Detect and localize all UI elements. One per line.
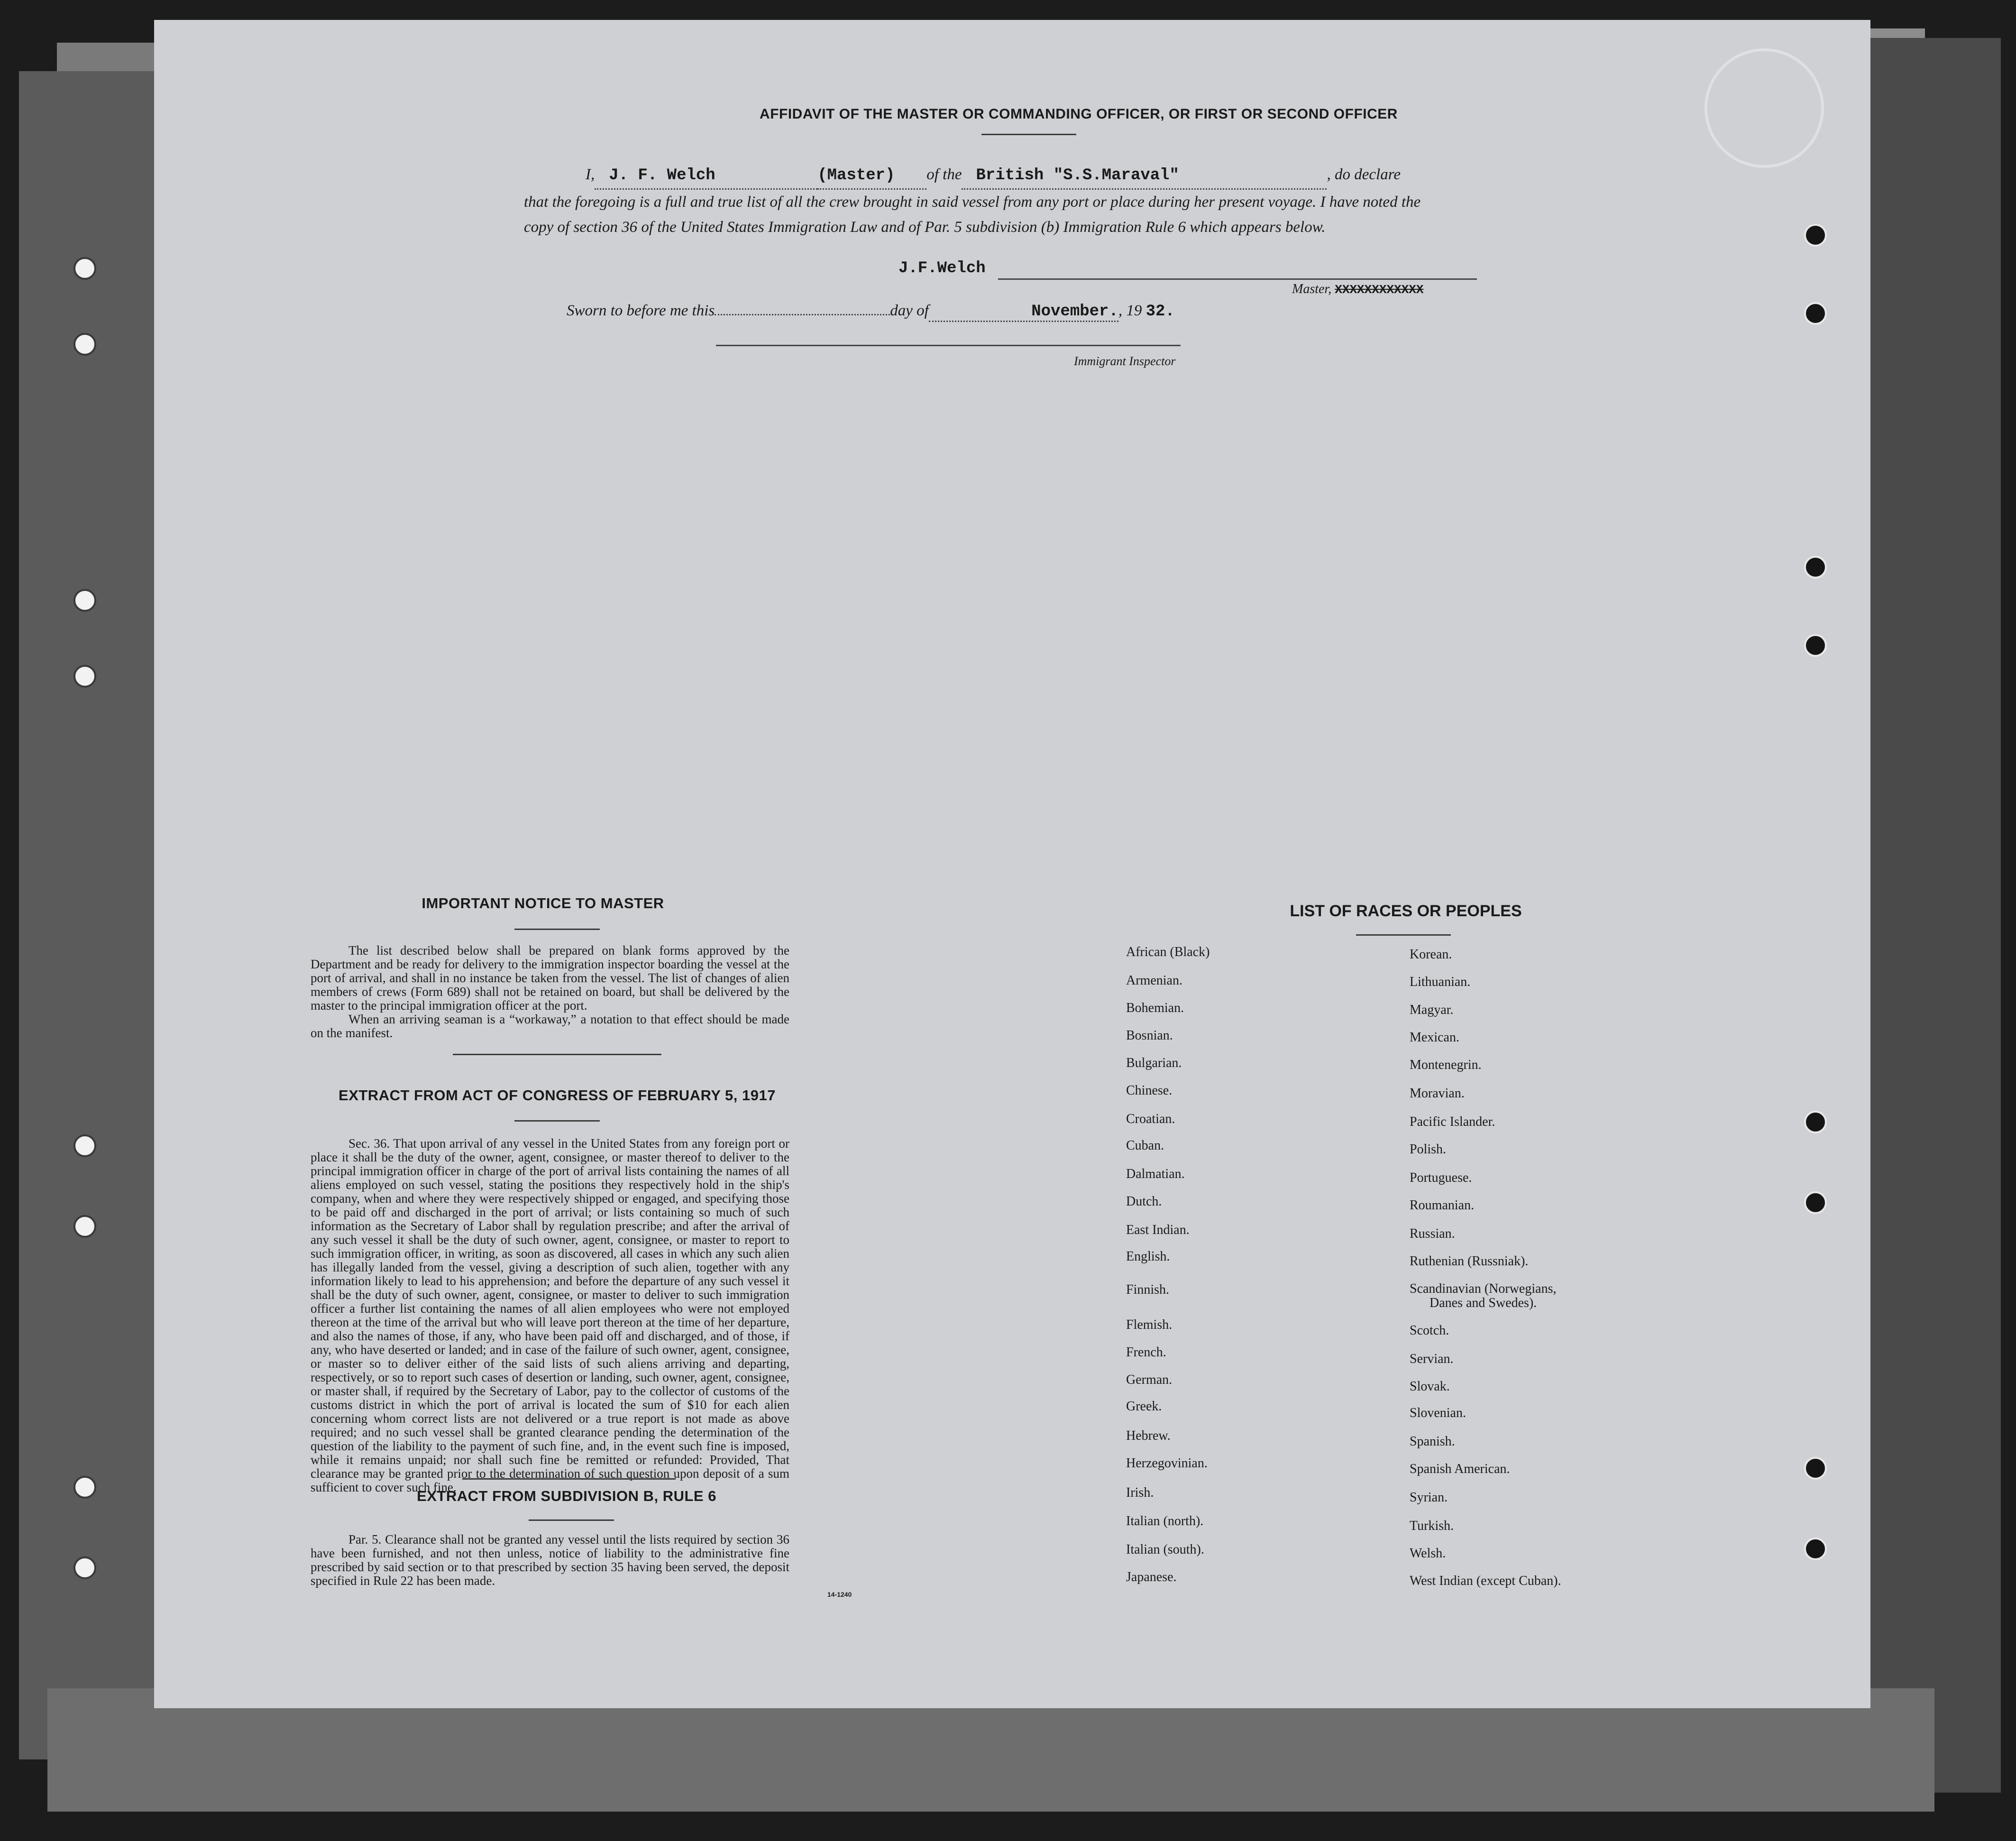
binder-hole [73,1556,96,1579]
race-item: Portuguese. [1410,1170,1472,1185]
of-the-label: of the [926,166,962,183]
struck-title: XXXXXXXXXXXX [1335,283,1424,297]
signature-line [998,278,1477,280]
sworn-line [567,302,1175,322]
race-item: East Indian. [1126,1223,1190,1237]
sworn-label: Sworn to before me this [567,302,715,319]
binder-hole [1804,1191,1827,1214]
divider [514,929,600,930]
affidavit-line-3: copy of section 36 of the United States Immigration Law and of Par. 5 subdivision (b) Immigration Rule 6 which appears below. [524,219,1326,236]
day-field [715,314,890,315]
binder-hole [1804,556,1827,579]
race-item: Welsh. [1410,1546,1446,1561]
race-item: Polish. [1410,1142,1447,1157]
binder-hole [1804,634,1827,657]
race-item: Dalmatian. [1126,1167,1185,1181]
race-item: Montenegrin. [1410,1058,1482,1072]
race-item: Lithuanian. [1410,975,1471,989]
binder-hole [73,1476,96,1499]
race-item: Herzegovinian. [1126,1456,1208,1471]
race-item: African (Black) [1126,945,1210,959]
notice-paragraph-1: The list described below shall be prepared on blank forms approved by the Department and be ready for delivery to the immigration inspector boarding the vessel at the port of arrival, and shall in no instance be taken from the vessel. The list of changes of alien members of crews (Form 689) shall not be retained on board, but shall be delivered by the master to the principal immigration officer at the port. [311,943,789,1013]
inspector-label: Immigrant Inspector [1074,354,1176,368]
notice-paragraph-2: When an arriving seaman is a “workaway,” a notation to that effect should be made on the manifest. [311,1012,789,1040]
race-item: Magyar. [1410,1003,1454,1017]
race-item: Spanish. [1410,1434,1455,1449]
race-item: Slovenian. [1410,1406,1466,1420]
race-item: Spanish American. [1410,1462,1510,1476]
race-item: Ruthenian (Russniak). [1410,1254,1529,1269]
race-item: Mexican. [1410,1030,1459,1045]
rule-extract-title: EXTRACT FROM SUBDIVISION B, RULE 6 [417,1488,716,1504]
officer-name: J. F. Welch [609,166,715,184]
race-item: Pacific Islander. [1410,1114,1495,1129]
sworn-year: 32. [1145,303,1175,321]
race-item: Roumanian. [1410,1198,1475,1213]
year-prefix: , 19 [1118,302,1142,319]
binder-hole [73,257,96,280]
race-item: West Indian (except Cuban). [1410,1574,1561,1588]
officer-rank: (Master) [817,166,895,184]
vessel-field [962,162,1327,190]
race-item: Moravian. [1410,1086,1465,1101]
master-label [1292,282,1423,297]
race-item: Slovak. [1410,1379,1450,1394]
affidavit-title: AFFIDAVIT OF THE MASTER OR COMMANDING OFFICER, OR FIRST OR SECOND OFFICER [760,106,1398,122]
race-item: Finnish. [1126,1282,1170,1297]
seal-stamp [1704,48,1824,168]
race-item: Italian (north). [1126,1514,1204,1528]
race-item: German. [1126,1372,1173,1387]
page-stack-left-back [19,71,161,1759]
affidavit-i-label: I, [586,166,595,183]
race-item: English. [1126,1249,1170,1264]
affidavit-line-1 [524,162,1619,190]
page-stack-right-back [1859,38,2001,1793]
day-of-label: day of [890,302,929,319]
binder-hole [73,665,96,688]
divider [453,1054,661,1055]
race-item: Syrian. [1410,1490,1448,1505]
binder-hole [1804,1457,1827,1480]
inspector-signature-line [716,345,1181,346]
officer-name-field [595,162,817,190]
divider [1356,934,1451,936]
race-item: Bulgarian. [1126,1056,1182,1070]
master-label-text: Master, [1292,282,1332,296]
race-item: Irish. [1126,1485,1154,1500]
race-item-continuation: Danes and Swedes). [1430,1296,1537,1310]
binder-hole [73,1215,96,1238]
race-item: Flemish. [1126,1317,1173,1332]
binder-hole [1804,1537,1827,1560]
notice-body [311,944,789,1040]
race-item: Bohemian. [1126,1001,1184,1015]
binder-hole [73,1134,96,1157]
race-item: Russian. [1410,1226,1455,1241]
divider [462,1478,676,1480]
race-item: Greek. [1126,1399,1162,1414]
binder-hole [1804,302,1827,325]
sworn-month: November. [1031,303,1118,321]
divider [514,1120,600,1122]
races-title: LIST OF RACES OR PEOPLES [1290,902,1522,920]
affidavit-line-2: that the foregoing is a full and true list of all the crew brought in said vessel from any port or place during her present voyage. I have noted the [524,193,1421,211]
race-item: Cuban. [1126,1138,1164,1153]
divider [529,1519,614,1521]
month-field [929,302,1118,322]
race-item: Scandinavian (Norwegians, [1410,1281,1557,1296]
master-signature: J.F.Welch [898,259,986,277]
act-extract-title: EXTRACT FROM ACT OF CONGRESS OF FEBRUARY 5, 1917 [339,1087,776,1104]
race-item: Dutch. [1126,1194,1162,1209]
race-item: Croatian. [1126,1112,1175,1126]
form-number: 14-1240 [827,1591,852,1598]
race-item: Servian. [1410,1352,1454,1366]
race-item: Armenian. [1126,973,1182,988]
race-item: French. [1126,1345,1166,1360]
divider [981,134,1076,135]
document-page [154,20,1870,1708]
race-item: Italian (south). [1126,1542,1204,1557]
race-item: Chinese. [1126,1083,1173,1098]
race-item: Japanese. [1126,1570,1177,1584]
rule-extract-body: Par. 5. Clearance shall not be granted any vessel until the lists required by section 36 have been furnished, and not then unless, notice of liability to the administrative fine prescribed by said section or to that prescribed by section 35 having been served, the deposit specified in Rule 22 has been made. [311,1532,789,1588]
race-item: Hebrew. [1126,1428,1171,1443]
act-extract-body: Sec. 36. That upon arrival of any vessel in the United States from any foreign port or place it shall be the duty of the owner, agent, consignee, or master thereof to deliver to the principal immigration officer in charge of the port of arrival lists containing the names of all aliens employed on such vessel, stating the positions they respectively hold in the ship's company, when and where they were respectively shipped or engaged, and specifying those to be paid off and discharged in the port of arrival; or lists containing so much of such information as the Secretary of Labor shall by regulation prescribe; and after the arrival of any such vessel it shall be the duty of such owner, agent, consignee, or master to report to such immigration officer, in writing, as soon as discovered, all cases in which any such alien has illegally landed from the vessel, giving a description of such alien, together with any information likely to lead to his apprehension; and before the departure of any such vessel it shall be the duty of such owner, agent, consignee, or master to deliver to such immigration officer a further list containing the names of all alien employees who were not employed thereon at the time of the arrival but who will leave port thereon at the time of her departure, and also the names of those, if any, who have been paid off and discharged, and of those, if any, who have deserted or landed; and in case of the failure of such owner, agent, consignee, or master so to deliver either of the said lists of such aliens arriving and departing, respectively, or so to report such cases of desertion or landing, such owner, agent, consignee, or master shall, if required by the Secretary of Labor, pay to the collector of customs of the customs district in which the port of arrival is located the sum of $10 for each alien concerning whom correct lists are not delivered or a true report is not made as above required; and no such vessel shall be granted clearance pending the determination of the question of the liability to the payment of such fine, and, in the event such fine is imposed, while it remains unpaid; nor shall such fine be remitted or refunded: Provided, That clearance may be granted prior to the determination of such question upon deposit of a sum sufficient to cover such fine. [311,1136,789,1494]
race-item: Korean. [1410,947,1452,962]
officer-rank-field [817,162,926,190]
do-declare-label: , do declare [1327,166,1401,183]
binder-hole [1804,224,1827,247]
race-item: Turkish. [1410,1519,1454,1533]
affidavit-body [524,162,1619,240]
binder-hole [73,333,96,356]
race-item: Bosnian. [1126,1028,1173,1043]
binder-hole [1804,1111,1827,1133]
notice-title: IMPORTANT NOTICE TO MASTER [422,895,664,911]
binder-hole [73,589,96,612]
race-item: Scotch. [1410,1323,1449,1338]
vessel-name: British "S.S.Maraval" [976,166,1179,184]
